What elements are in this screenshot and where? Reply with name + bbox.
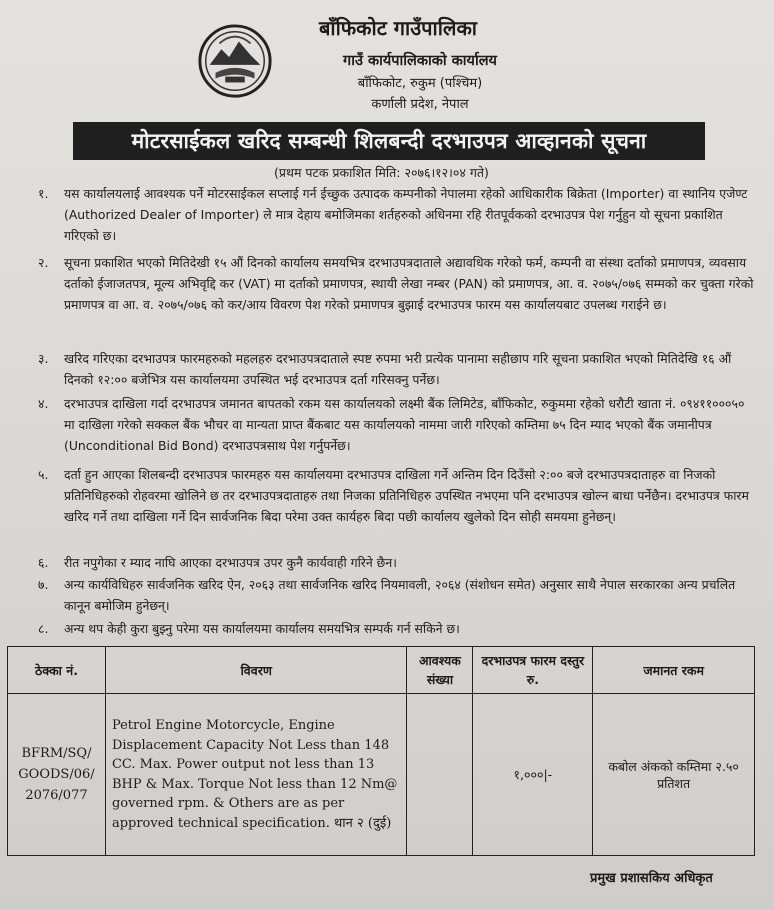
clause-item (0, 574, 774, 618)
notice-title: मोटरसाईकल खरिद सम्बन्धी शिलबन्दी दरभाउपत्र आव्हानको सूचना (73, 122, 705, 160)
clause-item (0, 252, 774, 348)
office-name: बाँफिकोट गाउँपालिका (318, 16, 477, 40)
item-description: Petrol Engine Motorcycle, Engine Displacement Capacity Not Less than 148 CC. Max. Power output not less than 13 BHP & Max. Torque Not less than 12 Nm@ governed rpm. & Others are as per approved technical specification. थान २ (दुई) (105, 694, 407, 856)
col-header-form-fee: दरभाउपत्र फारम दस्तुर रु. (473, 647, 593, 694)
clause-text: दरभाउपत्र दाखिला गर्दा दरभाउपत्र जमानत बापतको रकम यस कार्यालयको लक्ष्मी बैंक लिमिटेड, बाँफिकोट, रुकुममा रहेको धरौटी खाता नं. ०९४११०००५० मा दाखिला गरेको सक्कल बैंक भौचर वा मान्यता प्राप्त बैंकबाट यस कार्यालयको नाममा जारी गरिएको कम्तिमा ७५ दिन म्याद भएको बैंक जमानीपत्र (Unconditional Bid Bond) दरभाउपत्रसाथ पेश गर्नुपर्नेछ। (64, 396, 745, 453)
clause-text: अन्य थप केही कुरा बुझ्नु परेमा यस कार्यालयमा कार्यालय समयभित्र सम्पर्क गर्न सकिने छ। (64, 621, 460, 636)
contract-number: BFRM/SQ/ GOODS/06/ 2076/077 (8, 694, 106, 856)
col-header-security: जमानत रकम (593, 647, 755, 694)
clause-text: यस कार्यालयलाई आवश्यक पर्ने मोटरसाईकल सप्लाई गर्न ईच्छुक उत्पादक कम्पनीको नेपालमा रहेको आधिकारीक बिक्रेता (Importer) वा स्थानिय एजेण्ट (Authorized Dealer of Importer) ले मात्र देहाय बमोजिमका शर्तहरुको अधिनमा रहि रीतपूर्वकको दरभाउपत्र पेश गर्नुहुन यो सूचना प्रकाशित गरिएको छ। (64, 186, 748, 243)
security-amount: कबोल अंकको कम्तिमा २.५० प्रतिशत (593, 694, 755, 856)
publish-date: (प्रथम पटक प्रकाशित मिति: २०७६।१२।०४ गते) (274, 165, 489, 180)
table-row (8, 694, 755, 856)
clause-item (0, 393, 774, 458)
table-header-row (8, 647, 755, 694)
clause-number: ५. (38, 467, 49, 482)
clause-number: २. (38, 255, 49, 270)
clause-text: सूचना प्रकाशित भएको मितिदेखी १५ औं दिनको कार्यालय समयभित्र दरभाउपत्रदाताले अद्यावधिक गरेको फर्म, कम्पनी वा संस्था दर्ताको प्रमाणपत्र, व्यवसाय दर्ताको ईजाजतपत्र, मूल्य अभिवृद्दि कर (VAT) मा दर्ताको प्रमाणपत्र, स्थायी लेखा नम्बर (PAN) को प्रमाणपत्र, आ. व. २०७५/०७६ सम्मको कर चुक्ता गरेको प्रमाणपत्र वा आ. व. २०७५/०७६ को कर/आय विवरण पेश गरेको प्रमाणपत्र बुझाई दरभाउपत्र फारम यस कार्यालयबाट उपलब्ध गराईने छ। (64, 255, 754, 312)
clause-number: ६. (38, 555, 49, 570)
clause-item (0, 552, 774, 574)
clause-item (0, 464, 774, 552)
clause-text: अन्य कार्यविधिहरु सार्वजनिक खरिद ऐन, २०६३ तथा सार्वजनिक खरिद नियमावली, २०६४ (संशोधन समेत) अनुसार साथै नेपाल सरकारका अन्य प्रचलित कानून बमोजिम हुनेछन्। (64, 577, 736, 613)
clause-text: रीत नपुगेका र म्याद नाघि आएका दरभाउपत्र उपर कुनै कार्यवाही गरिने छैन। (64, 555, 397, 570)
clause-item (0, 618, 774, 640)
clause-text: खरिद गरिएका दरभाउपत्र फारमहरुको महलहरु दरभाउपत्रदाताले स्पष्ट रुपमा भरी प्रत्येक पानामा सहीछाप गरि सूचना प्रकाशित भएको मितिदेखि १६ औं दिनको १२:०० बजेभित्र यस कार्यालयमा उपस्थित भई दरभाउपत्र दर्ता गरिसक्नु पर्नेछ। (64, 351, 732, 387)
col-header-description: विवरण (105, 647, 407, 694)
clause-text: दर्ता हुन आएका शिलबन्दी दरभाउपत्र फारमहरु यस कार्यालयमा दरभाउपत्र दाखिला गर्ने अन्तिम दिन दिउँसो २:०० बजे दरभाउपत्रदाताहरु वा निजको प्रतिनिधिहरुको रोहवरमा खोलिने छ तर दरभाउपत्रदाताहरु तथा निजका प्रतिनिधिहरु उपस्थित नभएमा पनि दरभाउपत्र खोल्न बाधा पर्नेछैन। दरभाउपत्र फारम खरिद गर्ने तथा दाखिला गर्ने दिन सार्वजनिक बिदा परेमा उक्त कार्यहरु बिदा पछी कार्यालय खुलेको दिन सोही समयमा हुनेछन्। (64, 467, 749, 524)
col-header-quantity: आवश्यक संख्या (407, 647, 473, 694)
clause-number: ८. (38, 621, 49, 636)
clause-number: ४. (38, 396, 49, 411)
form-fee: १,०००|- (473, 694, 593, 856)
clause-item (0, 348, 774, 393)
clause-item (0, 183, 774, 246)
clause-list (0, 183, 774, 640)
clause-number: १. (38, 186, 49, 201)
clause-number: ३. (38, 351, 49, 366)
col-header-contract-no: ठेक्का नं. (8, 647, 106, 694)
office-subtitle: गाउँ कार्यपालिकाको कार्यालय (343, 53, 497, 69)
office-address: बाँफिकोट, रुकुम (पश्चिम) (357, 76, 483, 91)
signatory-title: प्रमुख प्रशासकिय अधिकृत (590, 871, 713, 886)
item-quantity (407, 694, 473, 856)
clause-number: ७. (38, 577, 49, 592)
office-province: कर्णाली प्रदेश, नेपाल (371, 97, 469, 112)
tender-table (7, 646, 755, 856)
